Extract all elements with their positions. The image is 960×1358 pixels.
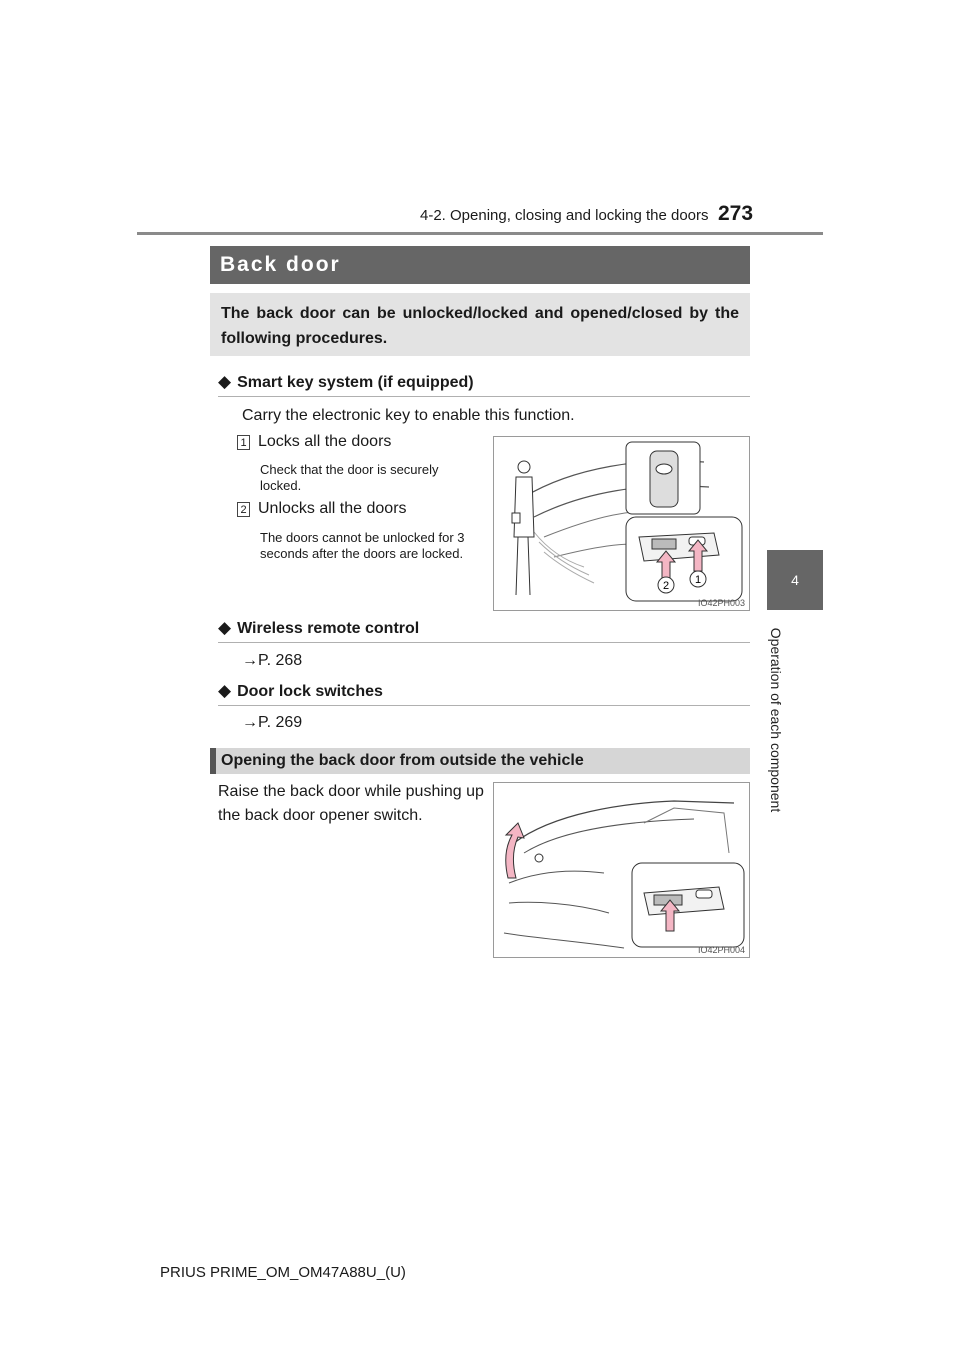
subhead-opening: Opening the back door from outside the vehicle — [210, 748, 750, 774]
item-note: The doors cannot be unlocked for 3 seconds after the doors are locked. — [260, 530, 465, 561]
chapter-tab — [767, 550, 823, 610]
subhead-wireless — [218, 618, 750, 643]
page-number: 273 — [718, 202, 754, 225]
callout-1: 1 — [694, 574, 702, 586]
number-1-icon: 1 — [237, 435, 250, 450]
intro-box: The back door can be unlocked/locked and opened/closed by the following procedures. — [210, 293, 750, 356]
item-label: Unlocks all the doors — [258, 500, 407, 517]
opening-text: Raise the back door while pushing up the back door opener switch. — [218, 783, 484, 824]
figure-code: IO42PH003 — [697, 598, 745, 608]
chapter-label — [758, 620, 794, 820]
diamond-bullet-icon: ◆ — [218, 681, 232, 700]
list-item-lock — [237, 433, 391, 451]
smart-key-illustration — [494, 437, 749, 610]
subhead-door-lock-text: Door lock switches — [237, 683, 383, 700]
item-label: Locks all the doors — [258, 433, 392, 450]
wireless-page-ref[interactable]: →P. 268 — [242, 652, 303, 669]
subhead-smart-key-text: Smart key system (if equipped) — [237, 374, 474, 391]
subhead-smart-key — [218, 372, 750, 397]
callout-2: 2 — [662, 580, 670, 592]
diamond-bullet-icon: ◆ — [218, 372, 232, 391]
figure-back-door — [493, 782, 750, 958]
header-section-title: 4-2. Opening, closing and locking the doors — [420, 207, 709, 224]
figure-smart-key — [493, 436, 750, 611]
chapter-label-text: Operation of each component — [768, 627, 784, 813]
section-title: Back door — [210, 246, 750, 284]
back-door-illustration — [494, 783, 749, 957]
figure-code: IO42PH004 — [697, 945, 745, 955]
chapter-number: 4 — [791, 572, 799, 588]
smart-key-text: Carry the electronic key to enable this function. — [242, 407, 575, 424]
list-item-unlock — [237, 500, 407, 518]
header-divider — [137, 232, 823, 235]
door-lock-page-ref[interactable]: →P. 269 — [242, 714, 303, 731]
subhead-wireless-text: Wireless remote control — [237, 620, 420, 637]
subhead-door-lock — [218, 681, 750, 706]
diamond-bullet-icon: ◆ — [218, 618, 232, 637]
number-2-icon: 2 — [237, 502, 250, 517]
footer-doc-id: PRIUS PRIME_OM_OM47A88U_(U) — [160, 1264, 406, 1281]
item-note: Check that the door is securely locked. — [260, 462, 439, 493]
